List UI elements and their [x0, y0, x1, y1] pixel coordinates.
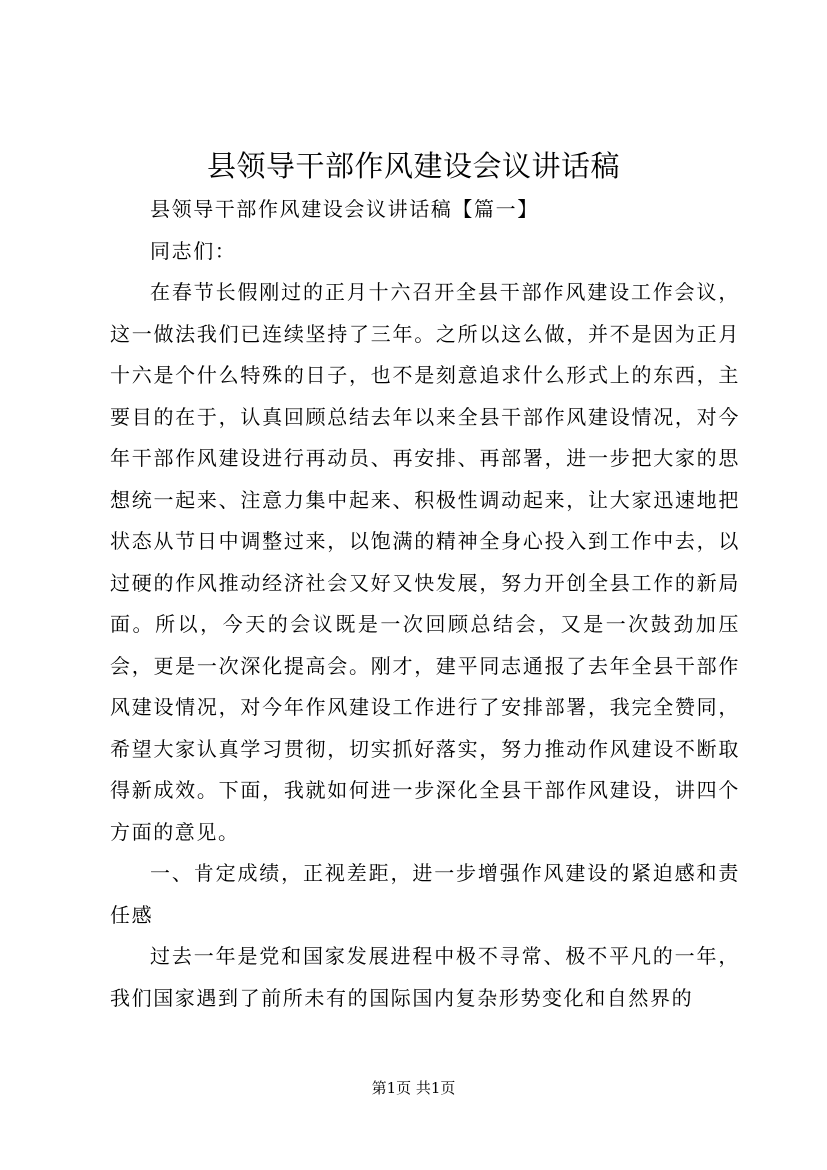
subsection-heading: 一、肯定成绩，正视差距，进一步增强作风建设的紧迫感和责任感: [110, 861, 740, 927]
document-body: [110, 189, 740, 1019]
body-paragraph: 过去一年是党和国家发展进程中极不寻常、极不平凡的一年，我们国家遇到了前所未有的国际国内复杂形势变化和自然界的: [110, 944, 740, 1010]
salutation: 同志们：: [150, 238, 237, 263]
section-heading: 县领导干部作风建设会议讲话稿【篇一】: [150, 197, 539, 221]
document-title: 县领导干部作风建设会议讲话稿: [206, 149, 620, 183]
body-paragraph: 在春节长假刚过的正月十六召开全县干部作风建设工作会议，这一做法我们已连续坚持了三年。之所以这么做，并不是因为正月十六是个什么特殊的日子，也不是刻意追求什么形式上的东西，主要目的在于，认真回顾总结去年以来全县干部作风建设情况，对今年干部作风建设进行再动员、再安排、再部署，进一步把大家的思想统一起来、注意力集中起来、积极性调动起来，让大家迅速地把状态从节日中调整过来，以饱满的精神全身心投入到工作中去，以过硬的作风推动经济社会又好又快发展，努力开创全县工作的新局面。所以，今天的会议既是一次回顾总结会，又是一次鼓劲加压会，更是一次深化提高会。刚才，建平同志通报了去年全县干部作风建设情况，对今年作风建设工作进行了安排部署，我完全赞同，希望大家认真学习贯彻，切实抓好落实，努力推动作风建设不断取得新成效。下面，我就如何进一步深化全县干部作风建设，讲四个方面的意见。: [110, 280, 740, 844]
page-number-footer: 第1页 共1页: [371, 1079, 456, 1097]
